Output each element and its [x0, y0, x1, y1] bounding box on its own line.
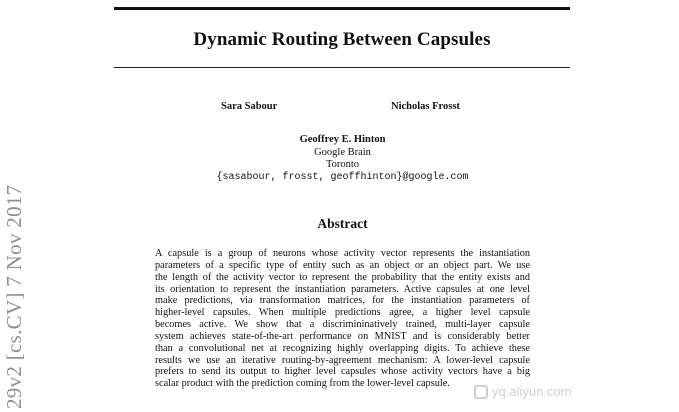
title-top-rule	[114, 7, 570, 10]
title-bottom-rule	[114, 67, 570, 68]
abstract-line: A capsule is a group of neurons whose activity vector represents the instantiation	[155, 248, 530, 259]
location: Toronto	[325, 159, 360, 170]
abstract-body	[155, 248, 530, 390]
affiliation: Google Brain	[314, 146, 371, 158]
abstract-line: system achieves state-of-the-art performance on MNIST and is considerably better	[155, 330, 530, 342]
abstract-line: make predictions, via transformation matrices, for the instantiation parameters of	[155, 295, 530, 307]
author-name: Sara Sabour	[221, 101, 278, 112]
abstract-line: results we use an iterative routing-by-agreement mechanism: A lower-level capsule	[155, 354, 530, 366]
abstract-line: than a convolutional net at recognizing highly overlapping digits. To achieve these	[155, 342, 530, 354]
arxiv-stamp-text: 29v2 [cs.CV] 7 Nov 2017	[2, 184, 26, 409]
abstract-line: scalar product with the prediction coming from the lower-level capsule.	[155, 378, 450, 390]
abstract-heading: Abstract	[317, 216, 368, 231]
abstract-line: becomes active. We show that a discrimininatively trained, multi-layer capsule	[155, 319, 530, 331]
abstract-line: prefers to send its output to higher level capsules whose activity vectors have a big	[155, 366, 530, 378]
author-name: Nicholas Frosst	[391, 101, 460, 112]
watermark	[474, 384, 571, 400]
abstract-line: the length of the activity vector to represent the probability that the entity exists and	[155, 271, 530, 283]
author-name: Geoffrey E. Hinton	[299, 134, 386, 145]
author-affiliation-block	[190, 134, 495, 184]
abstract-line: parameters of a specific type of entity such as an object or an object part. We use	[155, 259, 530, 271]
watermark-logo-icon	[474, 385, 488, 399]
arxiv-stamp	[0, 158, 28, 412]
watermark-text: yq.aliyun.com	[492, 384, 572, 399]
author-emails: {sasabour, frosst, geoffhinton}@google.com	[216, 171, 469, 183]
abstract-line: higher-level capsules. When multiple predictions agree, a higher level capsule	[155, 307, 530, 319]
paper-title: Dynamic Routing Between Capsules	[193, 29, 491, 50]
abstract-line: its orientation to represent the instantiation parameters. Active capsules at one level	[155, 283, 530, 295]
